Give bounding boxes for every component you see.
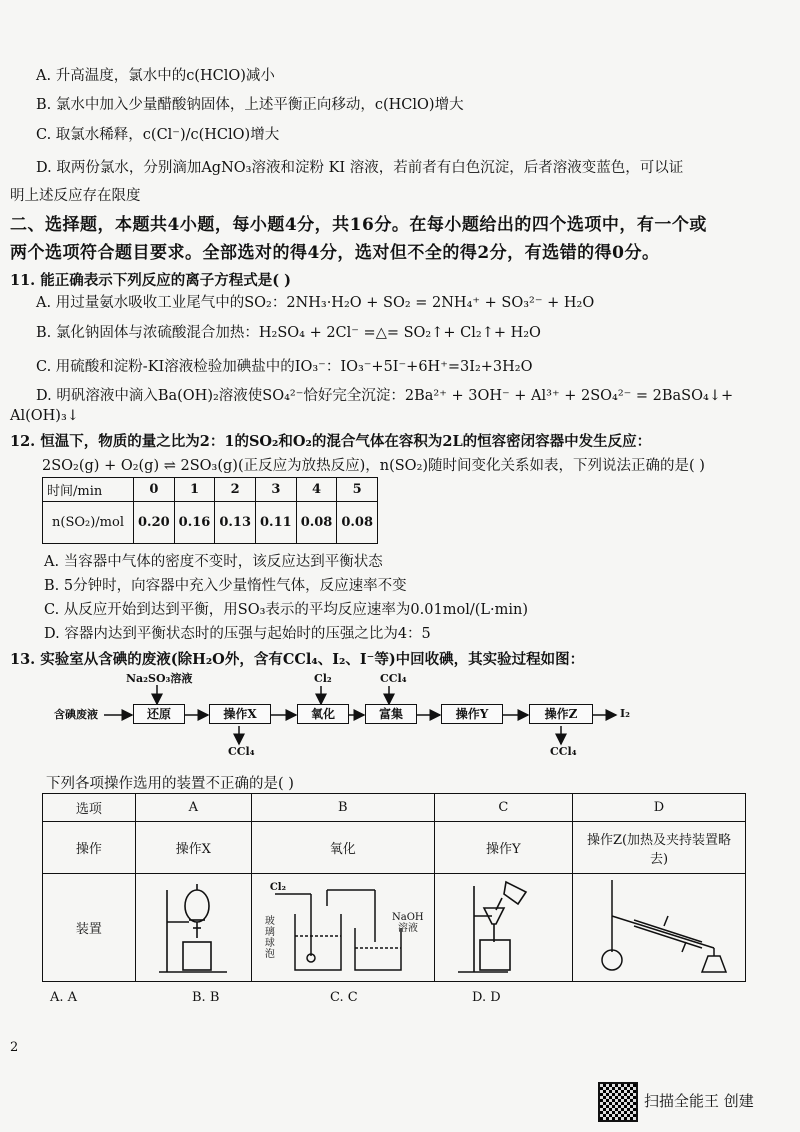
q12-stem: 12. 恒温下，物质的量之比为2：1的SO₂和O₂的混合气体在容积为2L的恒容密闭容器中发生反应： — [10, 433, 652, 450]
q13-answer-b: B. B — [192, 990, 220, 1005]
table-cell: 0.08 — [337, 502, 378, 544]
table-cell: 操作 — [43, 822, 136, 874]
section-heading-line1: 二、选择题，本题共4小题，每小题4分，共16分。在每小题给出的四个选项中，有一个或 — [10, 215, 707, 235]
q11-option-c: C. 用硫酸和淀粉-KI溶液检验加碘盐中的IO₃⁻：IO₃⁻+5I⁻+6H⁺=3I₂+3H₂O — [36, 359, 533, 375]
apparatus-b-naoh-label: NaOH溶液 — [392, 912, 424, 934]
q13-answer-d: D. D — [472, 990, 501, 1005]
q12-option-c: C. 从反应开始到达到平衡，用SO₃表示的平均反应速率为0.01mol/(L·min) — [44, 602, 528, 618]
q10-option-d-cont: 明上述反应存在限度 — [10, 188, 141, 204]
table-cell: 0.13 — [215, 502, 256, 544]
flow-step-oxidize: 氧化 — [297, 704, 349, 724]
flow-step-op-z: 操作Z — [529, 704, 593, 724]
apparatus-b-bubble-label: 玻璃球泡 — [264, 916, 275, 960]
table-cell: 5 — [337, 478, 378, 502]
q12-option-a: A. 当容器中气体的密度不变时，该反应达到平衡状态 — [44, 554, 383, 570]
separatory-funnel-icon — [153, 876, 233, 976]
amount-header: n(SO₂)/mol — [43, 502, 134, 544]
section-heading-line2: 两个选项符合题目要求。全部选对的得4分，选对但不全的得2分，有选错的得0分。 — [10, 243, 660, 263]
table-row — [43, 874, 746, 982]
table-cell: 装置 — [43, 874, 136, 982]
flow-ccl4-out2-label: CCl₄ — [550, 745, 577, 758]
q11-option-b: B. 氯化钠固体与浓硫酸混合加热：H₂SO₄ + 2Cl⁻ =△= SO₂↑+ Cl₂↑+ H₂O — [36, 325, 541, 341]
q10-option-a: A. 升高温度，氯水中的c(HClO)减小 — [36, 68, 275, 84]
table-cell: 0.11 — [256, 502, 297, 544]
table-cell: 0 — [134, 478, 175, 502]
qr-code-icon — [598, 1082, 638, 1122]
q12-option-d: D. 容器内达到平衡状态时的压强与起始时的压强之比为4：5 — [44, 626, 431, 642]
q12-option-b: B. 5分钟时，向容器中充入少量惰性气体，反应速率不变 — [44, 578, 407, 594]
q13-stem: 13. 实验室从含碘的废液(除H₂O外，含有CCl₄、I₂、I⁻等)中回收碘，其实验过程如图： — [10, 651, 585, 668]
table-cell: 操作Y — [434, 822, 572, 874]
flow-ccl4-in-label: CCl₄ — [380, 672, 407, 685]
q13-answer-c: C. C — [330, 990, 358, 1005]
q11-option-a: A. 用过量氨水吸收工业尾气中的SO₂：2NH₃·H₂O + SO₂ = 2NH₄⁺ + SO₃²⁻ + H₂O — [36, 295, 595, 311]
table-cell: 1 — [174, 478, 215, 502]
time-header: 时间/min — [43, 478, 134, 502]
table-row — [43, 822, 746, 874]
table-cell: C — [434, 794, 572, 822]
flow-step-op-x: 操作X — [209, 704, 271, 724]
apparatus-b-cell — [251, 874, 434, 982]
filtration-icon — [448, 876, 558, 976]
table-cell: 2 — [215, 478, 256, 502]
q10-option-d: D. 取两份氯水，分别滴加AgNO₃溶液和淀粉 KI 溶液，若前者有白色沉淀，后者溶液变蓝色，可以证 — [36, 160, 684, 176]
apparatus-c-cell — [434, 874, 572, 982]
q11-stem: 11. 能正确表示下列反应的离子方程式是( ) — [10, 272, 292, 289]
table-cell: 3 — [256, 478, 297, 502]
flow-step-enrich: 富集 — [365, 704, 417, 724]
table-row — [43, 794, 746, 822]
flow-start-label: 含碘废液 — [54, 708, 98, 721]
table-cell: 4 — [296, 478, 337, 502]
apparatus-a-cell — [135, 874, 251, 982]
flow-cl2-label: Cl₂ — [314, 672, 332, 685]
table-cell: A — [135, 794, 251, 822]
table-cell: D — [573, 794, 746, 822]
q10-option-c: C. 取氯水稀释，c(Cl⁻)/c(HClO)增大 — [36, 127, 280, 143]
flow-ccl4-out1-label: CCl₄ — [228, 745, 255, 758]
flow-end-label: I₂ — [620, 707, 630, 720]
table-cell: B — [251, 794, 434, 822]
q13-answer-a: A. A — [50, 990, 78, 1005]
table-cell: 操作X — [135, 822, 251, 874]
q11-option-d-cont: Al(OH)₃↓ — [10, 408, 79, 424]
table-cell: 氧化 — [251, 822, 434, 874]
q12-equation: 2SO₂(g) + O₂(g) ⇌ 2SO₃(g)(正反应为放热反应)，n(SO₂)随时间变化关系如表，下列说法正确的是( ) — [42, 458, 705, 474]
table-cell: 0.16 — [174, 502, 215, 544]
table-cell: 0.08 — [296, 502, 337, 544]
apparatus-table — [42, 793, 746, 982]
q10-option-b: B. 氯水中加入少量醋酸钠固体，上述平衡正向移动，c(HClO)增大 — [36, 97, 464, 113]
flow-na2so3-label: Na₂SO₃溶液 — [126, 672, 193, 685]
footer-watermark: 扫描全能王 创建 — [644, 1092, 754, 1110]
q13-subquestion: 下列各项操作选用的装置不正确的是( ) — [46, 776, 294, 792]
distillation-icon — [574, 876, 744, 976]
table-cell: 选项 — [43, 794, 136, 822]
page-number: 2 — [10, 1040, 19, 1055]
flow-step-op-y: 操作Y — [441, 704, 503, 724]
apparatus-d-cell — [573, 874, 746, 982]
flow-step-reduce: 还原 — [133, 704, 185, 724]
table-cell: 操作Z(加热及夹持装置略去) — [573, 822, 746, 874]
table-cell: 0.20 — [134, 502, 175, 544]
q11-option-d: D. 明矾溶液中滴入Ba(OH)₂溶液使SO₄²⁻恰好完全沉淀：2Ba²⁺ + 3OH⁻ + Al³⁺ + 2SO₄²⁻ = 2BaSO₄↓+ — [36, 388, 734, 404]
apparatus-b-cl2-label: Cl₂ — [269, 882, 286, 893]
